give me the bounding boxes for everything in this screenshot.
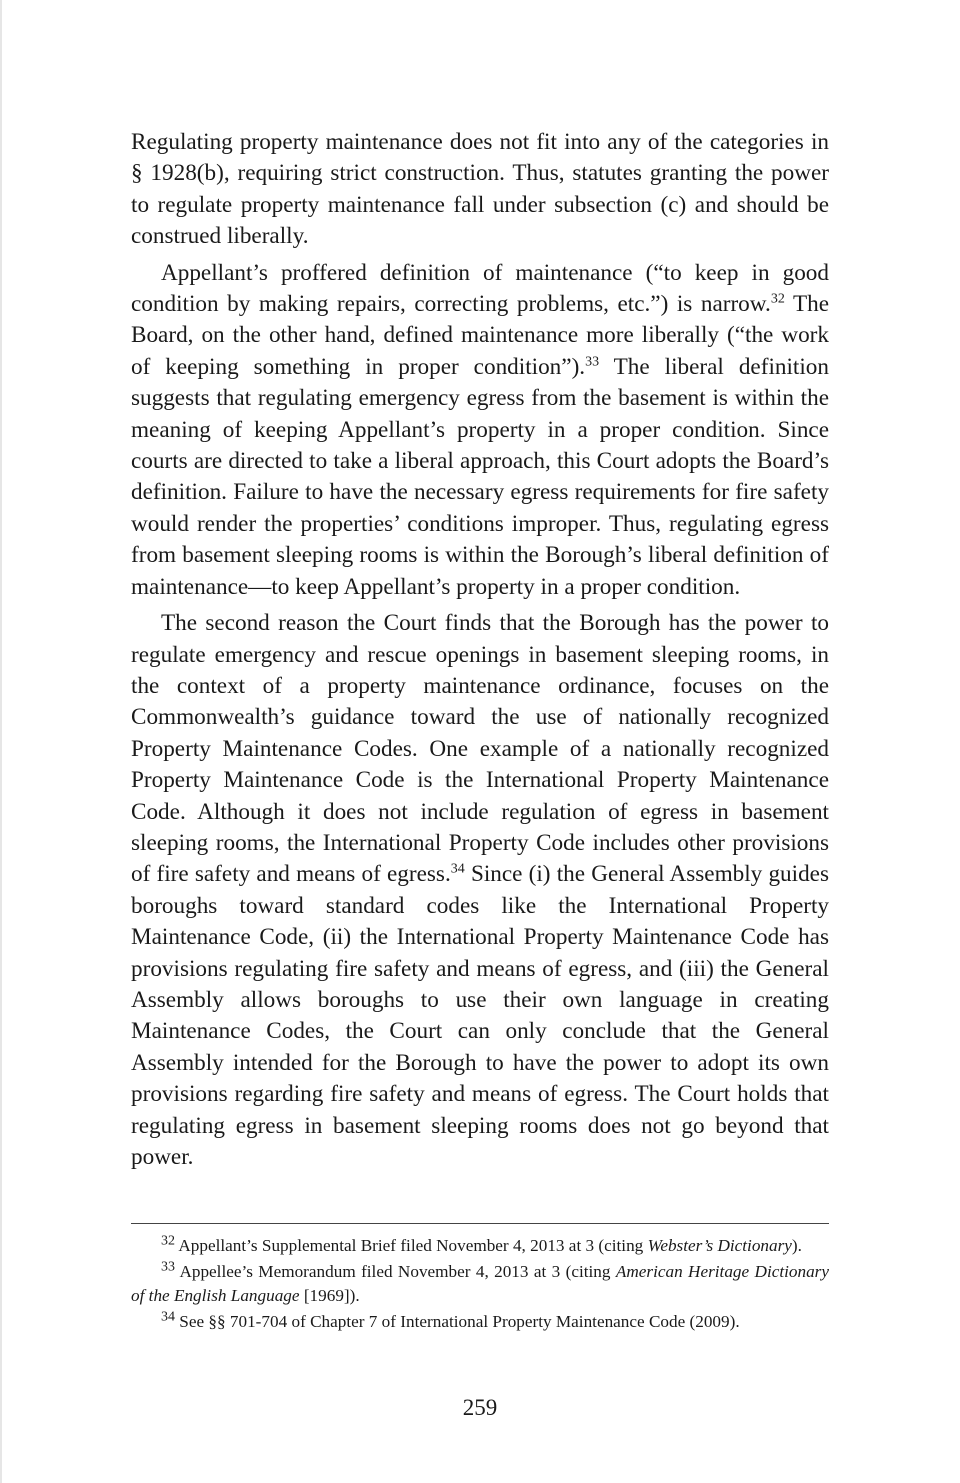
footnote-ref-33[interactable]: 33 (585, 354, 600, 370)
footnote-32 (131, 1234, 829, 1259)
footnote-citation-title: Webster’s Dictionary (647, 1236, 792, 1255)
paragraph-2-text-a: Appellant’s proffered definition of maintenance (“to keep in good condition by making repairs, correcting problems, etc.”) is narrow. (131, 259, 829, 318)
paragraph-3-text-b: Since (i) the General Assembly guides boroughs toward standard codes like the International Property Maintenance Code, (ii) the International Property Maintenance Code has provisions regulating fire safety and means of egress, and (iii) the General Assembly allows boroughs to use their own language in creating Maintenance Codes, the Court can only conclude that the General Assembly intended for the Borough to have the power to adopt its own provisions regarding fire safety and means of egress. The Court holds that regulating egress in basement sleeping rooms does not go beyond that power. (131, 861, 829, 1170)
paragraph-1-text: Regulating property maintenance does not fit into any of the categories in § 1928(b), requiring strict construction. Thus, statutes granting the power to regulate property maintenance fall under subsection (c) and should be construed liberally. (131, 129, 829, 250)
footnote-text-end: [1969]). (299, 1286, 360, 1305)
page-number: 259 (462, 1395, 498, 1420)
paragraph-2-text-b: The Board, on the other hand, defined maintenance more liberally (“the work of keeping something in proper condition”). (131, 291, 829, 380)
footnote-text-end: ). (791, 1236, 802, 1255)
footnote-text: Appellant’s Supplemental Brief filed November 4, 2013 at 3 (citing (178, 1236, 648, 1255)
footnote-citation-title: American Heritage Dictionary of the English Language (131, 1261, 829, 1305)
footnote-text: Appellee’s Memorandum filed November 4, 2013 at 3 (citing (179, 1261, 616, 1281)
footnote-divider (131, 1223, 829, 1224)
paragraph-2-text-c: The liberal definition suggests that regulating emergency egress from the basement is within the meaning of keeping Appellant’s property in a proper condition. Since courts are directed to take a liberal approach, this Court adopts the Board’s definition. Failure to have the necessary egress requirements for fire safety would render the properties’ conditions improper. Thus, regulating egress from basement sleeping rooms is within the Borough’s liberal definition of maintenance—to keep Appellant’s property in a proper condition. (131, 353, 829, 600)
paragraph-3 (131, 608, 829, 1173)
footnote-text: See §§ 701-704 of Chapter 7 of International Property Maintenance Code (2009). (179, 1311, 740, 1331)
paragraph-1 (131, 127, 829, 253)
paragraph-2 (131, 258, 829, 603)
page-edge (0, 0, 2, 1483)
footnote-33 (131, 1260, 829, 1309)
footnote-number: 32 (161, 1233, 175, 1249)
footnote-34 (131, 1310, 829, 1335)
footnote-number: 33 (161, 1258, 175, 1274)
paragraph-3-text-a: The second reason the Court finds that the Borough has the power to regulate emergency and rescue openings in basement sleeping rooms, in the context of a property maintenance ordinance, focuses on the Commonwealth’s guidance toward the use of nationally recognized Property Maintenance Codes. One example of a nationally recognized Property Maintenance Code is the International Property Maintenance Code. Although it does not include regulation of egress in basement sleeping rooms, the International Property Code includes other provisions of fire safety and means of egress. (131, 610, 829, 888)
footnote-ref-32[interactable]: 32 (770, 291, 785, 307)
footnotes (131, 1234, 829, 1335)
footnote-ref-34[interactable]: 34 (450, 861, 465, 877)
footnote-number: 34 (161, 1308, 175, 1324)
body-text (131, 127, 829, 1178)
